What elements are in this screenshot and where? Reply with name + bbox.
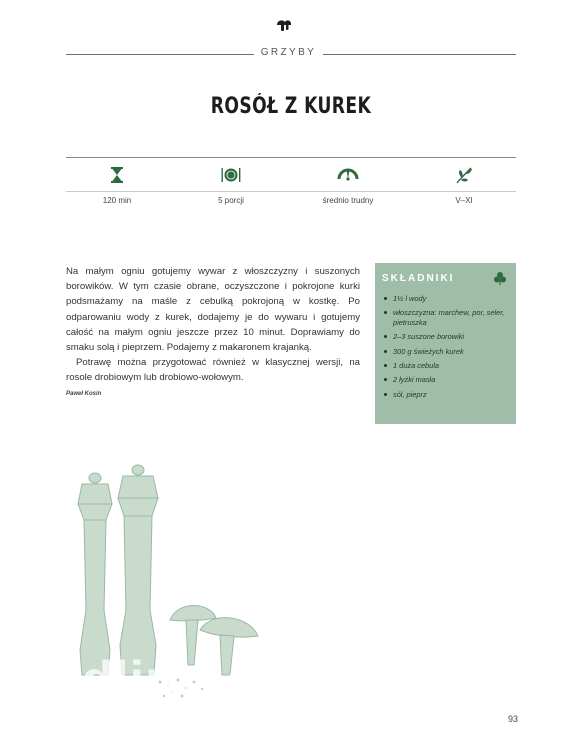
list-item: 2 łyżki masła [383,375,511,384]
ingredients-box [375,263,516,424]
list-item: 300 g świeżych kurek [383,347,511,356]
header-rule-left [66,54,254,55]
list-item: 1½ l wody [383,294,511,303]
info-time: 120 min [102,196,132,205]
leaf-branch-icon [453,164,475,186]
info-difficulty: średnio trudny [322,196,374,205]
instructions-paragraph: Na małym ogniu gotujemy wywar z włoszczyzny i suszonych borowików. W tym czasie obrane, oczyszczone i pokrojone kurki podsmażamy na maśle z cebulką pokrojoną w kostkę. Po odparowaniu wody z kurek, dodajemy je do wywaru i gotujemy całość na małym ogniu jeszcze przez 10 minut. Doprawiamy do smaku solą i pieprzem. Podajemy z makaronem krajanką. [66,266,360,354]
recipe-author: Paweł Kosin [66,391,102,397]
watermark: wedliny-domowe.pl [10,651,507,709]
list-item: 2–3 suszone borowiki [383,332,511,341]
info-strip-divider [66,191,516,192]
clover-icon [492,270,508,286]
mushroom-icon [274,16,294,36]
ingredients-list [383,294,511,404]
difficulty-gauge-icon [337,164,359,186]
page-number: 93 [508,714,519,724]
info-strip-top-rule [66,157,516,158]
section-label: GRZYBY [260,47,317,58]
ingredients-title: SKŁADNIKI [382,273,455,284]
header-rule-right [323,54,516,55]
recipe-instructions [66,264,360,386]
info-season: V–XI [455,196,473,205]
hourglass-icon [106,164,128,186]
list-item: sól, pieprz [383,390,511,399]
info-servings: 5 porcji [218,196,244,205]
list-item: 1 duża cebula [383,361,511,370]
list-item: włoszczyzna: marchew, por, seler, pietruszka [383,308,511,327]
instructions-paragraph: Potrawę można przygotować również w klasycznej wersji, na rosole drobiowym lub drobiowo-wołowym. [66,357,360,384]
recipe-title: ROSÓŁ Z KUREK [210,94,372,119]
plate-cutlery-icon [220,164,242,186]
